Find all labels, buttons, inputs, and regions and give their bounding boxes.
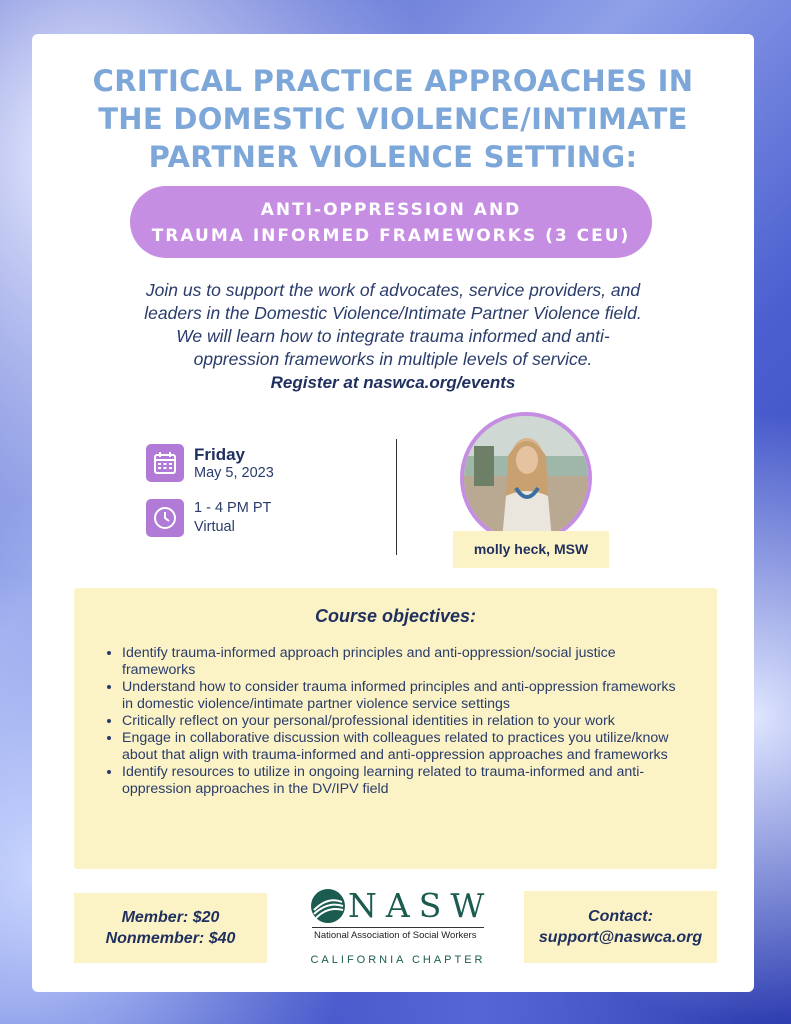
subtitle-line: TRAUMA INFORMED FRAMEWORKS (3 CEU) [151,226,631,246]
objectives-box [74,588,717,869]
objective-item: • Engage in collaborative discussion with colleagues related to practices you utilize/know about that align with trauma-informed and anti-oppression approaches and frameworks [122,730,687,764]
pricing-box [74,893,267,963]
title-line: PARTNER VIOLENCE SETTING: [148,140,638,174]
flyer-card [32,34,754,992]
calendar-icon [146,444,184,482]
title-line: CRITICAL PRACTICE APPROACHES IN [92,64,694,98]
nasw-logo [310,886,494,976]
logo-rule [312,927,484,928]
intro-line: We will learn how to integrate trauma informed and anti- [176,326,610,346]
objective-item: • Critically reflect on your personal/professional identities in relation to your work [122,713,687,730]
nasw-emblem-icon [310,888,346,924]
objectives-list [104,645,687,798]
intro-line: oppression frameworks in multiple levels of service. [193,349,593,369]
event-day: Friday [194,445,246,464]
event-time [194,499,271,537]
event-date [194,445,274,483]
objectives-title: Course objectives: [314,606,477,626]
nonmember-price: Nonmember: $40 [105,930,236,947]
member-price: Member: $20 [121,909,220,926]
speaker-photo [460,412,592,544]
event-time-value: 1 - 4 PM PT [194,500,272,516]
objective-item: • Identify resources to utilize in ongoing learning related to trauma-informed and anti-oppression approaches in the DV/IPV field [122,764,687,798]
register-link[interactable]: Register at naswca.org/events [270,373,516,392]
event-format: Virtual [194,519,235,535]
clock-icon [146,499,184,537]
contact-email[interactable]: support@naswca.org [538,929,703,946]
event-date-value: May 5, 2023 [194,465,274,481]
logo-wordmark: NASW [348,886,494,925]
subtitle-line: ANTI-OPPRESSION AND [260,200,522,220]
intro-line: leaders in the Domestic Violence/Intimate Partner Violence field. [144,303,642,323]
event-title [32,62,754,176]
objective-item: • Identify trauma-informed approach principles and anti-oppression/social justice frameworks [122,645,687,679]
objective-item: • Understand how to consider trauma informed principles and anti-oppression frameworks in domestic violence/intimate partner violence service settings [122,679,687,713]
divider [396,439,397,555]
subtitle-banner [130,186,652,258]
intro-line: Join us to support the work of advocates, service providers, and [145,280,641,300]
intro-text [92,279,694,371]
contact-box [524,891,717,963]
contact-label: Contact: [588,908,653,925]
logo-chapter: CALIFORNIA CHAPTER [310,954,486,966]
title-line: THE DOMESTIC VIOLENCE/INTIMATE [98,102,688,136]
logo-subtitle: National Association of Social Workers [314,930,477,941]
speaker-name: molly heck, MSW [453,531,609,568]
